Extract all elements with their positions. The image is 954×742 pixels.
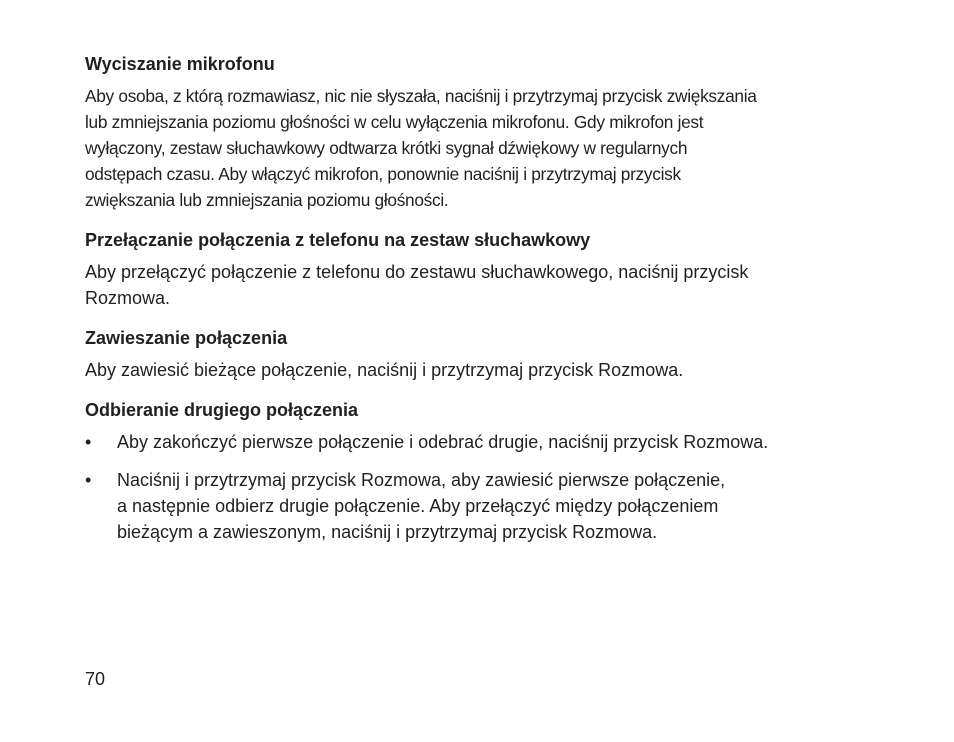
document-page [85, 52, 885, 560]
section-title: Przełączanie połączenia z telefonu na zestaw słuchawkowy [85, 230, 591, 250]
text-line: Aby przełączyć połączenie z telefonu do zestawu słuchawkowego, naciśnij przycisk [85, 262, 749, 282]
section-mute-microphone [85, 52, 885, 213]
text-line: Rozmowa. [85, 288, 171, 308]
text-line: Naciśnij i przytrzymaj przycisk Rozmowa, aby zawiesić pierwsze połączenie, [117, 470, 726, 490]
text-line: Aby osoba, z którą rozmawiasz, nic nie słyszała, naciśnij i przytrzymaj przycisk zwiększania [85, 86, 757, 106]
text-line: zwiększania lub zmniejszania poziomu głośności. [85, 190, 449, 210]
text-line: Aby zawiesić bieżące połączenie, naciśnij i przytrzymaj przycisk Rozmowa. [85, 360, 684, 380]
bullet-icon: • [85, 470, 92, 490]
bullet-list [85, 429, 885, 545]
list-item [85, 467, 885, 545]
text-line: wyłączony, zestaw słuchawkowy odtwarza krótki sygnał dźwiękowy w regularnych [85, 138, 688, 158]
paragraph [85, 83, 885, 213]
section-title: Odbieranie drugiego połączenia [85, 400, 359, 420]
section-second-call [85, 398, 885, 545]
bullet-icon: • [85, 432, 92, 452]
text-line: odstępach czasu. Aby włączyć mikrofon, ponownie naciśnij i przytrzymaj przycisk [85, 164, 681, 184]
paragraph [85, 259, 885, 311]
list-item [85, 429, 885, 455]
paragraph [85, 357, 885, 383]
section-transfer-call [85, 228, 885, 311]
text-line: Aby zakończyć pierwsze połączenie i odebrać drugie, naciśnij przycisk Rozmowa. [117, 432, 769, 452]
section-title: Wyciszanie mikrofonu [85, 54, 275, 74]
page-number: 70 [85, 669, 106, 689]
section-hold-call [85, 326, 885, 383]
section-title: Zawieszanie połączenia [85, 328, 288, 348]
text-line: bieżącym a zawieszonym, naciśnij i przytrzymaj przycisk Rozmowa. [117, 522, 658, 542]
text-line: lub zmniejszania poziomu głośności w celu wyłączenia mikrofonu. Gdy mikrofon jest [85, 112, 704, 132]
text-line: a następnie odbierz drugie połączenie. Aby przełączyć między połączeniem [117, 496, 719, 516]
